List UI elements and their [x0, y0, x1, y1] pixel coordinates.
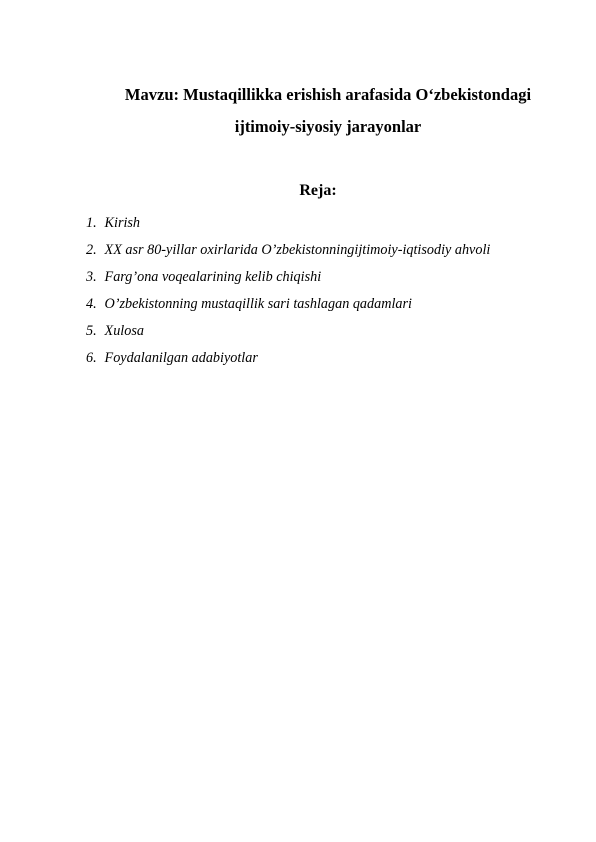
document-title	[60, 79, 596, 143]
plan-item	[86, 240, 490, 267]
plan-item-number: 3.	[86, 269, 97, 285]
plan-item-text: O’zbekistonning mustaqillik sari tashlagan qadamlari	[104, 296, 412, 312]
plan-item-number: 5.	[86, 323, 97, 339]
plan-item	[86, 294, 490, 321]
title-line-1: Mavzu: Mustaqillikka erishish arafasida O‘zbekistondagi	[124, 85, 532, 104]
plan-item-text: Xulosa	[104, 323, 144, 339]
plan-item-text: XX asr 80-yillar oxirlarida O’zbekistonningijtimoiy-iqtisodiy ahvoli	[104, 242, 491, 258]
plan-item-number: 6.	[86, 350, 97, 366]
plan-item-number: 2.	[86, 242, 97, 258]
plan-item-number: 1.	[86, 215, 97, 231]
plan-item-text: Farg’ona voqealarining kelib chiqishi	[104, 269, 322, 285]
plan-item-text: Foydalanilgan adabiyotlar	[104, 350, 258, 366]
plan-item-number: 4.	[86, 296, 97, 312]
plan-heading: Reja:	[299, 182, 337, 199]
plan-list	[86, 213, 490, 375]
plan-item-text: Kirish	[104, 215, 141, 231]
plan-item	[86, 321, 490, 348]
plan-item	[86, 213, 490, 240]
title-line-2: ijtimoiy-siyosiy jarayonlar	[234, 117, 422, 136]
plan-item	[86, 348, 490, 375]
plan-item	[86, 267, 490, 294]
